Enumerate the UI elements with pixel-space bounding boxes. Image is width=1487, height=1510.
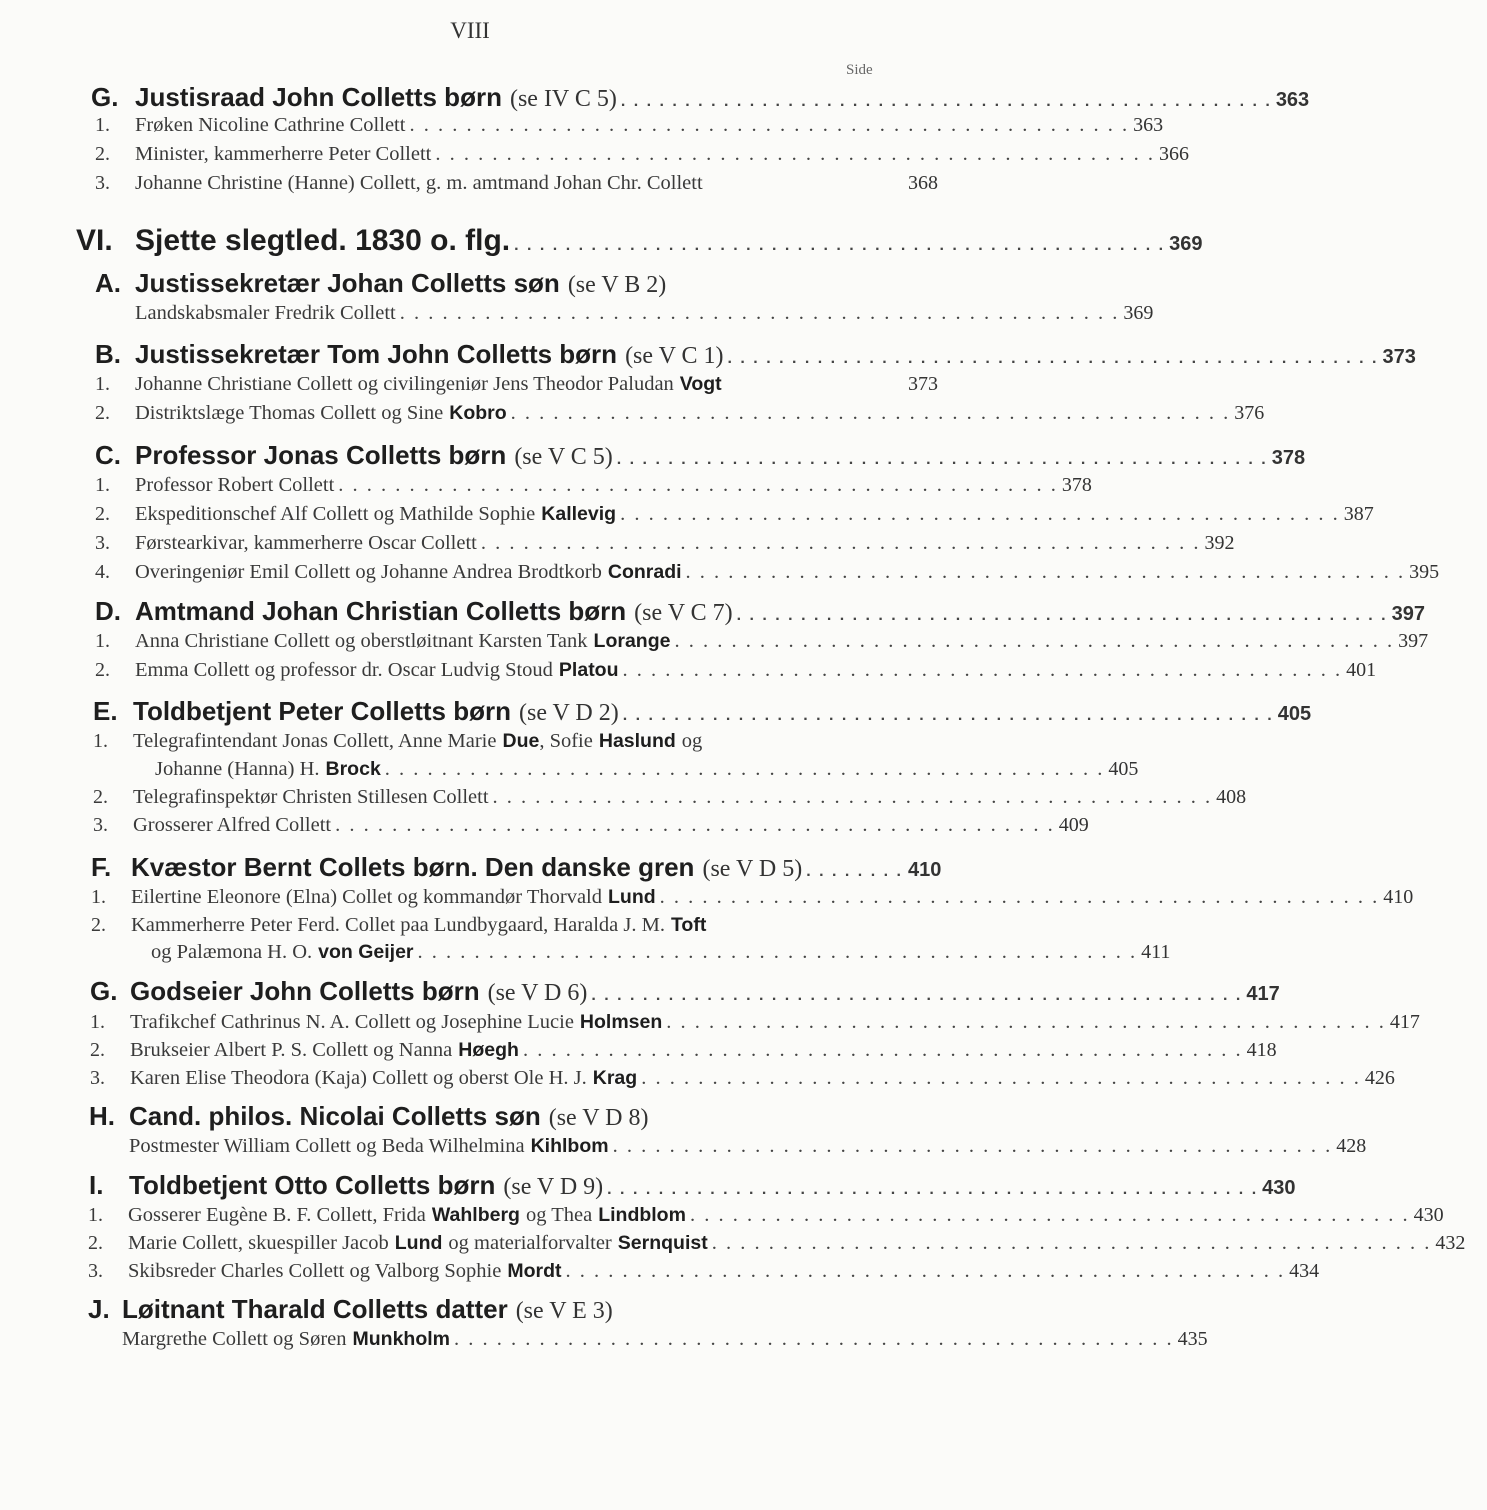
heading-ref: (se V D 6) — [487, 980, 588, 1006]
section-heading: G. Godseier John Colletts børn (se V D 6) . . . . . . . . . . . . . . . . . . . . . . . . . . . . . . . . . . . . . . . . . . . . . . . . . . . 417 — [0, 976, 960, 1007]
heading-title: Løitnant Tharald Colletts datter — [122, 1294, 508, 1324]
section-heading: J. Løitnant Tharald Colletts datter (se V E 3) — [88, 1294, 613, 1324]
toc-entry: 3. Førstearkivar, kammerherre Oscar Collett . . . . . . . . . . . . . . . . . . . . . . . . . . . . . . . . . . . . . . . . . . . . . . . . . . . 392 — [95, 532, 1235, 554]
leader-dots: . . . . . . . . . . . . . . . . . . . . . . . . . . . . . . . . . . . . . . . . . . . . . . . . . . . — [480, 532, 1201, 554]
leader-dots: . . . . . . . . . . . . . . . . . . . . . . . . . . . . . . . . . . . . . . . . . . . . . . . . . . . — [711, 1232, 1432, 1254]
page-ref: 369 — [1169, 233, 1203, 255]
page-ref: 430 — [1262, 1177, 1296, 1199]
leader-dots: . . . . . . . . . . . . . . . . . . . . . . . . . . . . . . . . . . . . . . . . . . . . . . . . . . . — [565, 1260, 1286, 1282]
toc-entry: 2. Kammerherre Peter Ferd. Collet paa Lundbygaard, Haralda J. M. Toft — [91, 914, 707, 936]
page-ref: 373 — [1382, 346, 1416, 368]
chapter-title: Sjette slegtled. 1830 o. flg. — [135, 224, 511, 257]
leader-dots: . . . . . . . . . . . . . . . . . . . . . . . . . . . . . . . . . . . . . . . . . . . . . . . . . . . — [659, 886, 1380, 908]
toc-entry: 1. Eilertine Eleonore (Elna) Collet og kommandør Thorvald Lund . . . . . . . . . . . . . . . . . . . . . . . . . . . . . . . . . . . . . . . . . . . . . . . . . . . 410 — [91, 886, 1414, 908]
page-ref: 417 — [1246, 983, 1280, 1005]
heading-ref: (se V E 3) — [515, 1298, 613, 1324]
column-header-side: Side — [846, 62, 873, 78]
heading-title: Toldbetjent Peter Colletts børn — [133, 696, 511, 726]
heading-ref: (se V C 1) — [625, 343, 724, 369]
toc-entry: 1. Anna Christiane Collett og oberstløitnant Karsten Tank Lorange . . . . . . . . . . . . . . . . . . . . . . . . . . . . . . . . . . . . . . . . . . . . . . . . . . . 397 — [95, 630, 1429, 652]
toc-entry: 3. Grosserer Alfred Collett . . . . . . . . . . . . . . . . . . . . . . . . . . . . . . . . . . . . . . . . . . . . . . . . . . . 409 — [93, 814, 1089, 836]
toc-entry: 1. Professor Robert Collett . . . . . . . . . . . . . . . . . . . . . . . . . . . . . . . . . . . . . . . . . . . . . . . . . . . 378 — [95, 474, 1092, 496]
toc-entry: 3. Johanne Christine (Hanne) Collett, g. m. amtmand Johan Chr. Collett 368 — [95, 172, 938, 194]
leader-dots: . . . . . . . . . . . . . . . . . . . . . . . . . . . . . . . . . . . . . . . . . . . . . . . . . . . — [591, 987, 1243, 1004]
toc-entry: 2. Ekspeditionschef Alf Collett og Mathilde Sophie Kallevig . . . . . . . . . . . . . . . . . . . . . . . . . . . . . . . . . . . . . . . . . . . . . . . . . . . 387 — [95, 503, 1374, 525]
toc-entry: 2. Marie Collett, skuespiller Jacob Lund og materialforvalter Sernquist . . . . . . . . . . . . . . . . . . . . . . . . . . . . . . . . . . . . . . . . . . . . . . . . . . . 432 — [88, 1232, 1466, 1254]
heading-title: Toldbetjent Otto Colletts børn — [129, 1170, 496, 1200]
leader-dots: . . . . . . . . . . . . . . . . . . . . . . . . . . . . . . . . . . . . . . . . . . . . . . . . . . . — [622, 659, 1343, 681]
section-heading: E. Toldbetjent Peter Colletts børn (se V D 2) . . . . . . . . . . . . . . . . . . . . . . . . . . . . . . . . . . . . . . . . . . . . . . . . . . . 405 — [0, 696, 960, 727]
heading-ref: (se IV C 5) — [509, 86, 617, 112]
heading-ref: (se V C 7) — [634, 600, 733, 626]
leader-dots: . . . . . . . . . . . . . . . . . . . . . . . . . . . . . . . . . . . . . . . . . . . . . . . . . . . — [641, 1067, 1361, 1089]
leader-dots: . . . . . . . . . . . . . . . . . . . . . . . . . . . . . . . . . . . . . . . . . . . . . . . . . . . — [514, 237, 1166, 254]
toc-entry: 2. Telegrafinspektør Christen Stillesen Collett . . . . . . . . . . . . . . . . . . . . . . . . . . . . . . . . . . . . . . . . . . . . . . . . . . . 408 — [93, 786, 1247, 808]
heading-title: Amtmand Johan Christian Colletts børn — [135, 596, 627, 626]
leader-dots: . . . . . . . . . . . . . . . . . . . . . . . . . . . . . . . . . . . . . . . . . . . . . . . . . . . — [685, 561, 1406, 583]
heading-title: Professor Jonas Colletts børn — [135, 440, 507, 470]
heading-title: Justisraad John Colletts børn — [135, 82, 502, 112]
section-heading: B. Justissekretær Tom John Colletts børn (se V C 1) . . . . . . . . . . . . . . . . . . . . . . . . . . . . . . . . . . . . . . . . . . . . . . . . . . . 373 — [0, 339, 960, 370]
heading-ref: (se V D 5) — [702, 856, 803, 882]
heading-ref: (se V B 2) — [567, 272, 667, 298]
leader-dots: . . . . . . . . . . . . . . . . . . . . . . . . . . . . . . . . . . . . . . . . . . . . . . . . . . . — [620, 93, 1272, 110]
heading-title: Godseier John Colletts børn — [130, 976, 480, 1006]
heading-ref: (se V D 8) — [548, 1105, 649, 1131]
section-heading: D. Amtmand Johan Christian Colletts børn (se V C 7) . . . . . . . . . . . . . . . . . . . . . . . . . . . . . . . . . . . . . . . . . . . . . . . . . . . 397 — [0, 596, 960, 627]
toc-entry: 3. Skibsreder Charles Collett og Valborg Sophie Mordt . . . . . . . . . . . . . . . . . . . . . . . . . . . . . . . . . . . . . . . . . . . . . . . . . . . 434 — [88, 1260, 1320, 1282]
section-heading: F. Kvæstor Bernt Collets børn. Den danske gren (se V D 5) . . . . . . . . 410 — [0, 852, 960, 883]
heading-ref: (se V C 5) — [514, 444, 613, 470]
toc-entry: 1. Gosserer Eugène B. F. Collett, Frida Wahlberg og Thea Lindblom . . . . . . . . . . . . . . . . . . . . . . . . . . . . . . . . . . . . . . . . . . . . . . . . . . . 430 — [88, 1204, 1444, 1226]
leader-dots: . . . . . . . . . . . . . . . . . . . . . . . . . . . . . . . . . . . . . . . . . . . . . . . . . . . — [384, 758, 1105, 780]
page-ref: 405 — [1277, 703, 1312, 725]
leader-dots: . . . . . . . . . . . . . . . . . . . . . . . . . . . . . . . . . . . . . . . . . . . . . . . . . . . — [612, 1135, 1333, 1157]
section-heading: H. Cand. philos. Nicolai Colletts søn (se V D 8) — [89, 1101, 649, 1131]
toc-entry: 4. Overingeniør Emil Collett og Johanne Andrea Brodtkorb Conradi . . . . . . . . . . . . . . . . . . . . . . . . . . . . . . . . . . . . . . . . . . . . . . . . . . . 395 — [95, 561, 1440, 583]
toc-entry: 1. Frøken Nicoline Cathrine Collett . . . . . . . . . . . . . . . . . . . . . . . . . . . . . . . . . . . . . . . . . . . . . . . . . . . 363 — [95, 114, 1164, 136]
leader-dots: . . . . . . . . . . . . . . . . . . . . . . . . . . . . . . . . . . . . . . . . . . . . . . . . . . . — [622, 707, 1274, 724]
leader-dots: . . . . . . . . . . . . . . . . . . . . . . . . . . . . . . . . . . . . . . . . . . . . . . . . . . . — [616, 451, 1268, 468]
page-ref: 363 — [1275, 89, 1310, 111]
toc-entry: 3. Karen Elise Theodora (Kaja) Collett og oberst Ole H. J. Krag . . . . . . . . . . . . . . . . . . . . . . . . . . . . . . . . . . . . . . . . . . . . . . . . . . . 426 — [90, 1067, 1395, 1089]
heading-title: Justissekretær Johan Colletts søn — [135, 268, 560, 298]
section-heading: G. Justisraad John Colletts børn (se IV C 5) . . . . . . . . . . . . . . . . . . . . . . . . . . . . . . . . . . . . . . . . . . . . . . . . . . . 363 — [0, 82, 960, 113]
toc-entry: 2. Emma Collett og professor dr. Oscar Ludvig Stoud Platou . . . . . . . . . . . . . . . . . . . . . . . . . . . . . . . . . . . . . . . . . . . . . . . . . . . 401 — [95, 659, 1377, 681]
page-ref: 397 — [1391, 603, 1425, 625]
section-heading: I. Toldbetjent Otto Colletts børn (se V D 9) . . . . . . . . . . . . . . . . . . . . . . . . . . . . . . . . . . . . . . . . . . . . . . . . . . . 430 — [0, 1170, 960, 1201]
toc-entry-continuation: Johanne (Hanna) H. Brock . . . . . . . . . . . . . . . . . . . . . . . . . . . . . . . . . . . . . . . . . . . . . . . . . . . 405 — [155, 758, 1139, 780]
leader-dots: . . . . . . . . . . . . . . . . . . . . . . . . . . . . . . . . . . . . . . . . . . . . . . . . . . . — [510, 402, 1231, 424]
toc-entry: 1. Johanne Christiane Collett og civilingeniør Jens Theodor Paludan Vogt 373 — [95, 373, 938, 395]
toc-entry: 2. Distriktslæge Thomas Collett og Sine Kobro . . . . . . . . . . . . . . . . . . . . . . . . . . . . . . . . . . . . . . . . . . . . . . . . . . . 376 — [95, 402, 1265, 424]
leader-dots: . . . . . . . . . . . . . . . . . . . . . . . . . . . . . . . . . . . . . . . . . . . . . . . . . . . — [666, 1011, 1386, 1033]
toc-entry: 1. Telegrafintendant Jonas Collett, Anne Marie Due , Sofie Haslund og — [93, 730, 703, 752]
leader-dots: . . . . . . . . . . . . . . . . . . . . . . . . . . . . . . . . . . . . . . . . . . . . . . . . . . . — [674, 630, 1395, 652]
heading-ref: (se V D 9) — [503, 1174, 604, 1200]
heading-title: Kvæstor Bernt Collets børn. Den danske gren — [131, 852, 695, 882]
toc-entry: Postmester William Collett og Beda Wilhelmina Kihlbom . . . . . . . . . . . . . . . . . . . . . . . . . . . . . . . . . . . . . . . . . . . . . . . . . . . 428 — [129, 1135, 1367, 1157]
leader-dots: . . . . . . . . . . . . . . . . . . . . . . . . . . . . . . . . . . . . . . . . . . . . . . . . . . . — [335, 814, 1055, 836]
leader-dots: . . . . . . . . . . . . . . . . . . . . . . . . . . . . . . . . . . . . . . . . . . . . . . . . . . . — [409, 114, 1130, 136]
toc-entry: 2. Minister, kammerherre Peter Collett . . . . . . . . . . . . . . . . . . . . . . . . . . . . . . . . . . . . . . . . . . . . . . . . . . . 366 — [95, 143, 1189, 165]
heading-title: Cand. philos. Nicolai Colletts søn — [129, 1101, 541, 1131]
leader-dots: . . . . . . . . . . . . . . . . . . . . . . . . . . . . . . . . . . . . . . . . . . . . . . . . . . . — [454, 1328, 1174, 1350]
toc-entry: Margrethe Collett og Søren Munkholm . . . . . . . . . . . . . . . . . . . . . . . . . . . . . . . . . . . . . . . . . . . . . . . . . . . 435 — [122, 1328, 1208, 1350]
page-number: VIII — [450, 18, 490, 43]
section-heading: A. Justissekretær Johan Colletts søn (se V B 2) — [95, 268, 667, 298]
leader-dots: . . . . . . . . . . . . . . . . . . . . . . . . . . . . . . . . . . . . . . . . . . . . . . . . . . . — [620, 503, 1340, 525]
section-heading: C. Professor Jonas Colletts børn (se V C 5) . . . . . . . . . . . . . . . . . . . . . . . . . . . . . . . . . . . . . . . . . . . . . . . . . . . 378 — [0, 440, 960, 471]
toc-entry: 1. Trafikchef Cathrinus N. A. Collett og Josephine Lucie Holmsen . . . . . . . . . . . . . . . . . . . . . . . . . . . . . . . . . . . . . . . . . . . . . . . . . . . 417 — [90, 1011, 1420, 1033]
heading-title: Justissekretær Tom John Colletts børn — [135, 339, 618, 369]
leader-dots: . . . . . . . . . . . . . . . . . . . . . . . . . . . . . . . . . . . . . . . . . . . . . . . . . . . — [399, 302, 1120, 324]
page-ref: 410 — [908, 859, 942, 881]
leader-dots: . . . . . . . . — [806, 863, 903, 880]
chapter-heading: VI. Sjette slegtled. 1830 o. flg. . . . . . . . . . . . . . . . . . . . . . . . . . . . . . . . . . . . . . . . . . . . . . . . . . . . 369 — [0, 224, 960, 258]
leader-dots: . . . . . . . . . . . . . . . . . . . . . . . . . . . . . . . . . . . . . . . . . . . . . . . . . . . — [607, 1181, 1259, 1198]
toc-entry: Landskabsmaler Fredrik Collett . . . . . . . . . . . . . . . . . . . . . . . . . . . . . . . . . . . . . . . . . . . . . . . . . . . 369 — [135, 302, 1154, 324]
toc-entry-continuation: og Palæmona H. O. von Geijer . . . . . . . . . . . . . . . . . . . . . . . . . . . . . . . . . . . . . . . . . . . . . . . . . . . 411 — [151, 941, 1171, 963]
leader-dots: . . . . . . . . . . . . . . . . . . . . . . . . . . . . . . . . . . . . . . . . . . . . . . . . . . . — [736, 607, 1388, 624]
page-ref: 378 — [1271, 447, 1306, 469]
leader-dots: . . . . . . . . . . . . . . . . . . . . . . . . . . . . . . . . . . . . . . . . . . . . . . . . . . . — [492, 786, 1213, 808]
leader-dots: . . . . . . . . . . . . . . . . . . . . . . . . . . . . . . . . . . . . . . . . . . . . . . . . . . . — [727, 350, 1379, 367]
leader-dots: . . . . . . . . . . . . . . . . . . . . . . . . . . . . . . . . . . . . . . . . . . . . . . . . . . . — [689, 1204, 1410, 1226]
leader-dots: . . . . . . . . . . . . . . . . . . . . . . . . . . . . . . . . . . . . . . . . . . . . . . . . . . . — [417, 941, 1138, 963]
heading-ref: (se V D 2) — [518, 700, 619, 726]
leader-dots: . . . . . . . . . . . . . . . . . . . . . . . . . . . . . . . . . . . . . . . . . . . . . . . . . . . — [522, 1039, 1243, 1061]
leader-dots: . . . . . . . . . . . . . . . . . . . . . . . . . . . . . . . . . . . . . . . . . . . . . . . . . . . — [338, 474, 1058, 496]
toc-entry: 2. Brukseier Albert P. S. Collett og Nanna Høegh . . . . . . . . . . . . . . . . . . . . . . . . . . . . . . . . . . . . . . . . . . . . . . . . . . . 418 — [90, 1039, 1277, 1061]
leader-dots: . . . . . . . . . . . . . . . . . . . . . . . . . . . . . . . . . . . . . . . . . . . . . . . . . . . — [435, 143, 1155, 165]
